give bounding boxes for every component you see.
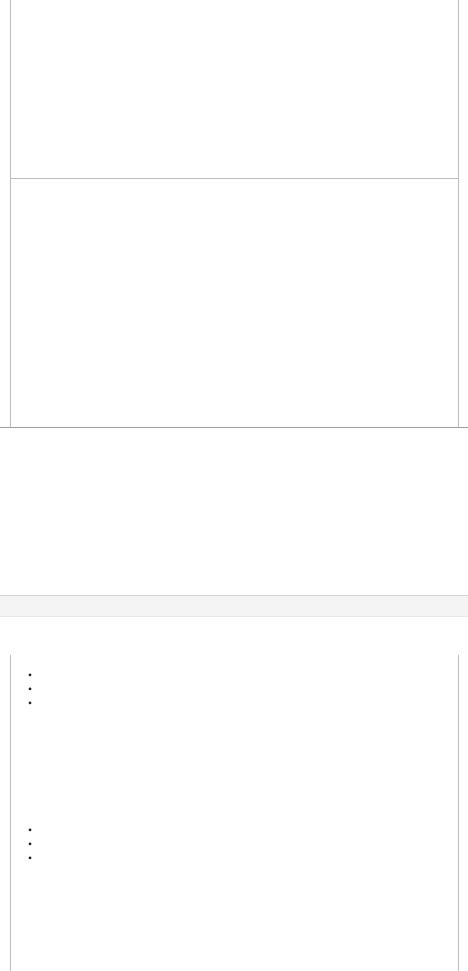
task-panel [10, 178, 459, 428]
top-number-lines-figure [11, 0, 458, 178]
bottom-number-lines-figure [11, 179, 458, 428]
book-block-1 [28, 665, 32, 712]
book-excerpt-panel [10, 655, 459, 971]
bullet-line [28, 852, 32, 866]
bullet-line [28, 669, 32, 683]
separator-band [0, 595, 468, 617]
top-figure-panel [10, 0, 459, 178]
bullet-line [28, 697, 32, 711]
bullet-line [28, 838, 32, 852]
divider [0, 427, 468, 428]
book-block-2 [28, 824, 32, 867]
bullet-line [28, 683, 32, 697]
bullet-line [28, 824, 32, 838]
